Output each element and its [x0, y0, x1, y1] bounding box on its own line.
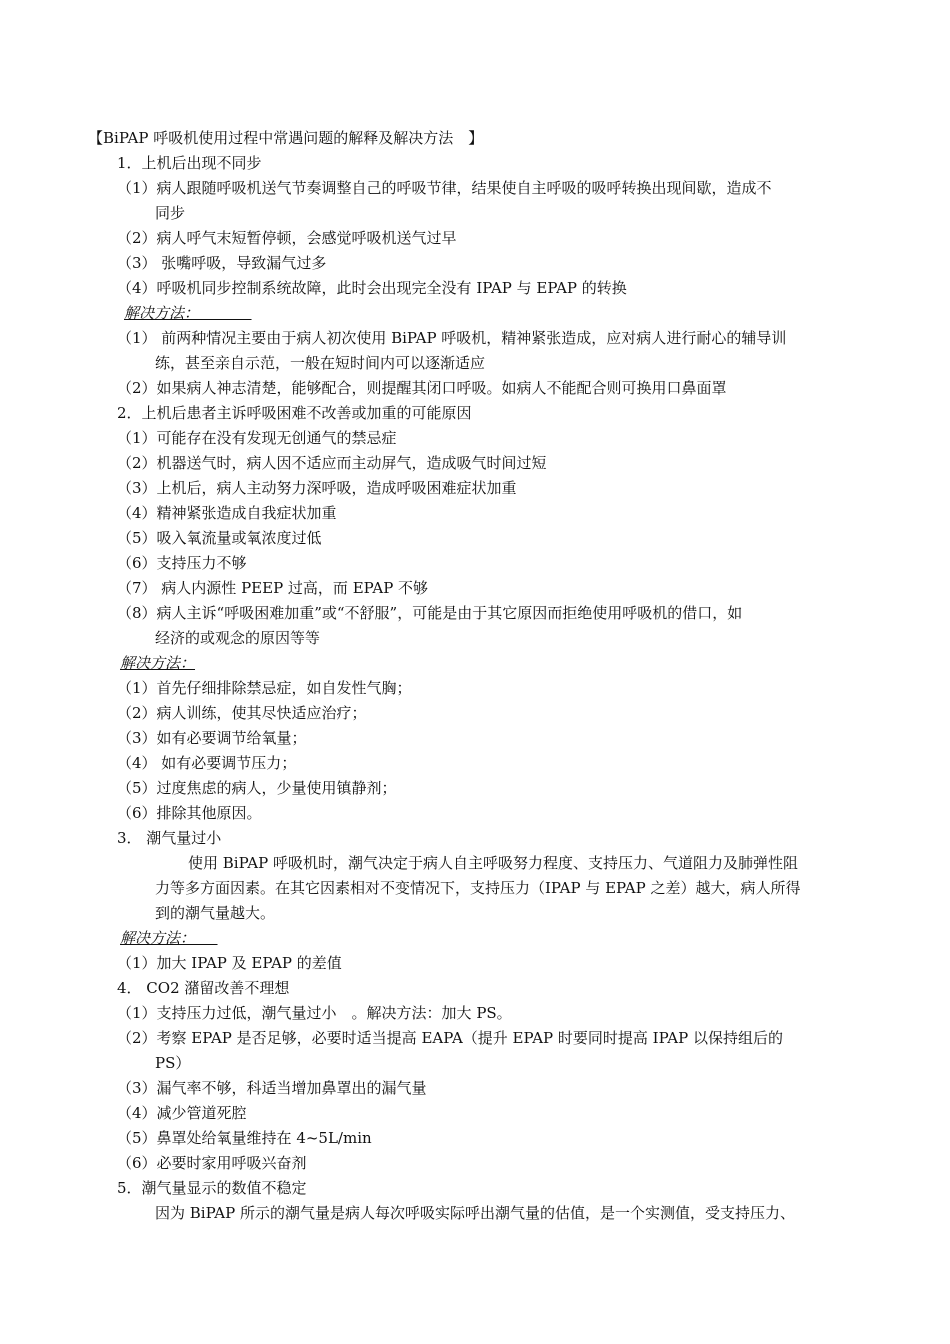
section-2-item: （8）病人主诉“呼吸困难加重”或“不舒服”，可能是由于其它原因而拒绝使用呼吸机的借口，如: [117, 604, 743, 622]
section-4-item: （6）必要时家用呼吸兴奋剂: [117, 1154, 307, 1172]
section-1-item: （3） 张嘴呼吸，导致漏气过多: [117, 254, 327, 272]
section-2-item: （1）可能存在没有发现无创通气的禁忌症: [117, 429, 397, 447]
section-4-item: （5）鼻罩处给氧量维持在 4~5L/min: [117, 1129, 372, 1147]
section-3-solution-label: 解决方法：: [120, 929, 218, 947]
section-2-item-cont: 经济的或观念的原因等等: [155, 629, 321, 647]
section-3-solution: （1）加大 IPAP 及 EPAP 的差值: [117, 954, 342, 972]
section-2-item: （3）上机后，病人主动努力深呼吸，造成呼吸困难症状加重: [117, 479, 517, 497]
section-1-solution: （2）如果病人神志清楚，能够配合，则提醒其闭口呼吸。如病人不能配合则可换用口鼻面罩: [117, 379, 727, 397]
section-3-paragraph-cont: 到的潮气量越大。: [155, 904, 276, 922]
section-2-item: （5）吸入氧流量或氧浓度过低: [117, 529, 322, 547]
section-4-item: （1）支持压力过低，潮气量过小 。解决方法：加大 PS。: [117, 1004, 512, 1022]
section-2-item: （2）机器送气时，病人因不适应而主动屏气，造成吸气时间过短: [117, 454, 547, 472]
section-2-item: （6）支持压力不够: [117, 554, 247, 572]
section-3-heading: 3． 潮气量过小: [117, 829, 222, 847]
section-1-solution-cont: 练，甚至亲自示范，一般在短时间内可以逐渐适应: [155, 354, 486, 372]
section-4-item-cont: PS）: [155, 1054, 191, 1072]
section-4-heading: 4． CO2 潴留改善不理想: [117, 979, 290, 997]
section-3-paragraph-cont: 力等多方面因素。在其它因素相对不变情况下，支持压力（IPAP 与 EPAP 之差）越大，病人所得: [155, 879, 801, 897]
section-2-solution: （1）首先仔细排除禁忌症，如自发性气胸；: [117, 679, 412, 697]
section-5-paragraph: 因为 BiPAP 所示的潮气量是病人每次呼吸实际呼出潮气量的估值，是一个实测值，受支持压力、: [155, 1204, 796, 1222]
section-1-item: （2）病人呼气末短暂停顿，会感觉呼吸机送气过早: [117, 229, 457, 247]
section-4-item: （4）减少管道死腔: [117, 1104, 247, 1122]
section-3-paragraph: 使用 BiPAP 呼吸机时，潮气决定于病人自主呼吸努力程度、支持压力、气道阻力及肺弹性阻: [188, 854, 799, 872]
section-5-heading: 5．潮气量显示的数值不稳定: [117, 1179, 307, 1197]
section-1-solution: （1） 前两种情况主要由于病人初次使用 BiPAP 呼吸机，精神紧张造成，应对病人进行耐心的辅导训: [117, 329, 787, 347]
section-2-item: （7） 病人内源性 PEEP 过高，而 EPAP 不够: [117, 579, 429, 597]
section-2-solution: （3）如有必要调节给氧量；: [117, 729, 307, 747]
section-1-item-cont: 同步: [155, 204, 186, 222]
section-2-solution: （4） 如有必要调节压力；: [117, 754, 297, 772]
section-1-item: （1）病人跟随呼吸机送气节奏调整自己的呼吸节律，结果使自主呼吸的吸呼转换出现间歇，造成不: [117, 179, 772, 197]
section-4-item: （3）漏气率不够，科适当增加鼻罩出的漏气量: [117, 1079, 427, 1097]
section-4-item: （2）考察 EPAP 是否足够，必要时适当提高 EAPA（提升 EPAP 时要同时提高 IPAP 以保持组后的: [117, 1029, 784, 1047]
section-2-solution: （2）病人训练，使其尽快适应治疗；: [117, 704, 367, 722]
section-2-solution: （5）过度焦虑的病人，少量使用镇静剂；: [117, 779, 397, 797]
section-1-solution-label: 解决方法：: [124, 304, 252, 322]
section-2-item: （4）精神紧张造成自我症状加重: [117, 504, 337, 522]
section-2-solution: （6）排除其他原因。: [117, 804, 262, 822]
section-2-solution-label: 解决方法：: [120, 654, 196, 672]
section-1-heading: 1．上机后出现不同步: [117, 154, 262, 172]
section-2-heading: 2．上机后患者主诉呼吸困难不改善或加重的可能原因: [117, 404, 472, 422]
document-title: 【BiPAP 呼吸机使用过程中常遇问题的解释及解决方法 】: [88, 129, 484, 147]
section-1-item: （4）呼吸机同步控制系统故障，此时会出现完全没有 IPAP 与 EPAP 的转换: [117, 279, 627, 297]
